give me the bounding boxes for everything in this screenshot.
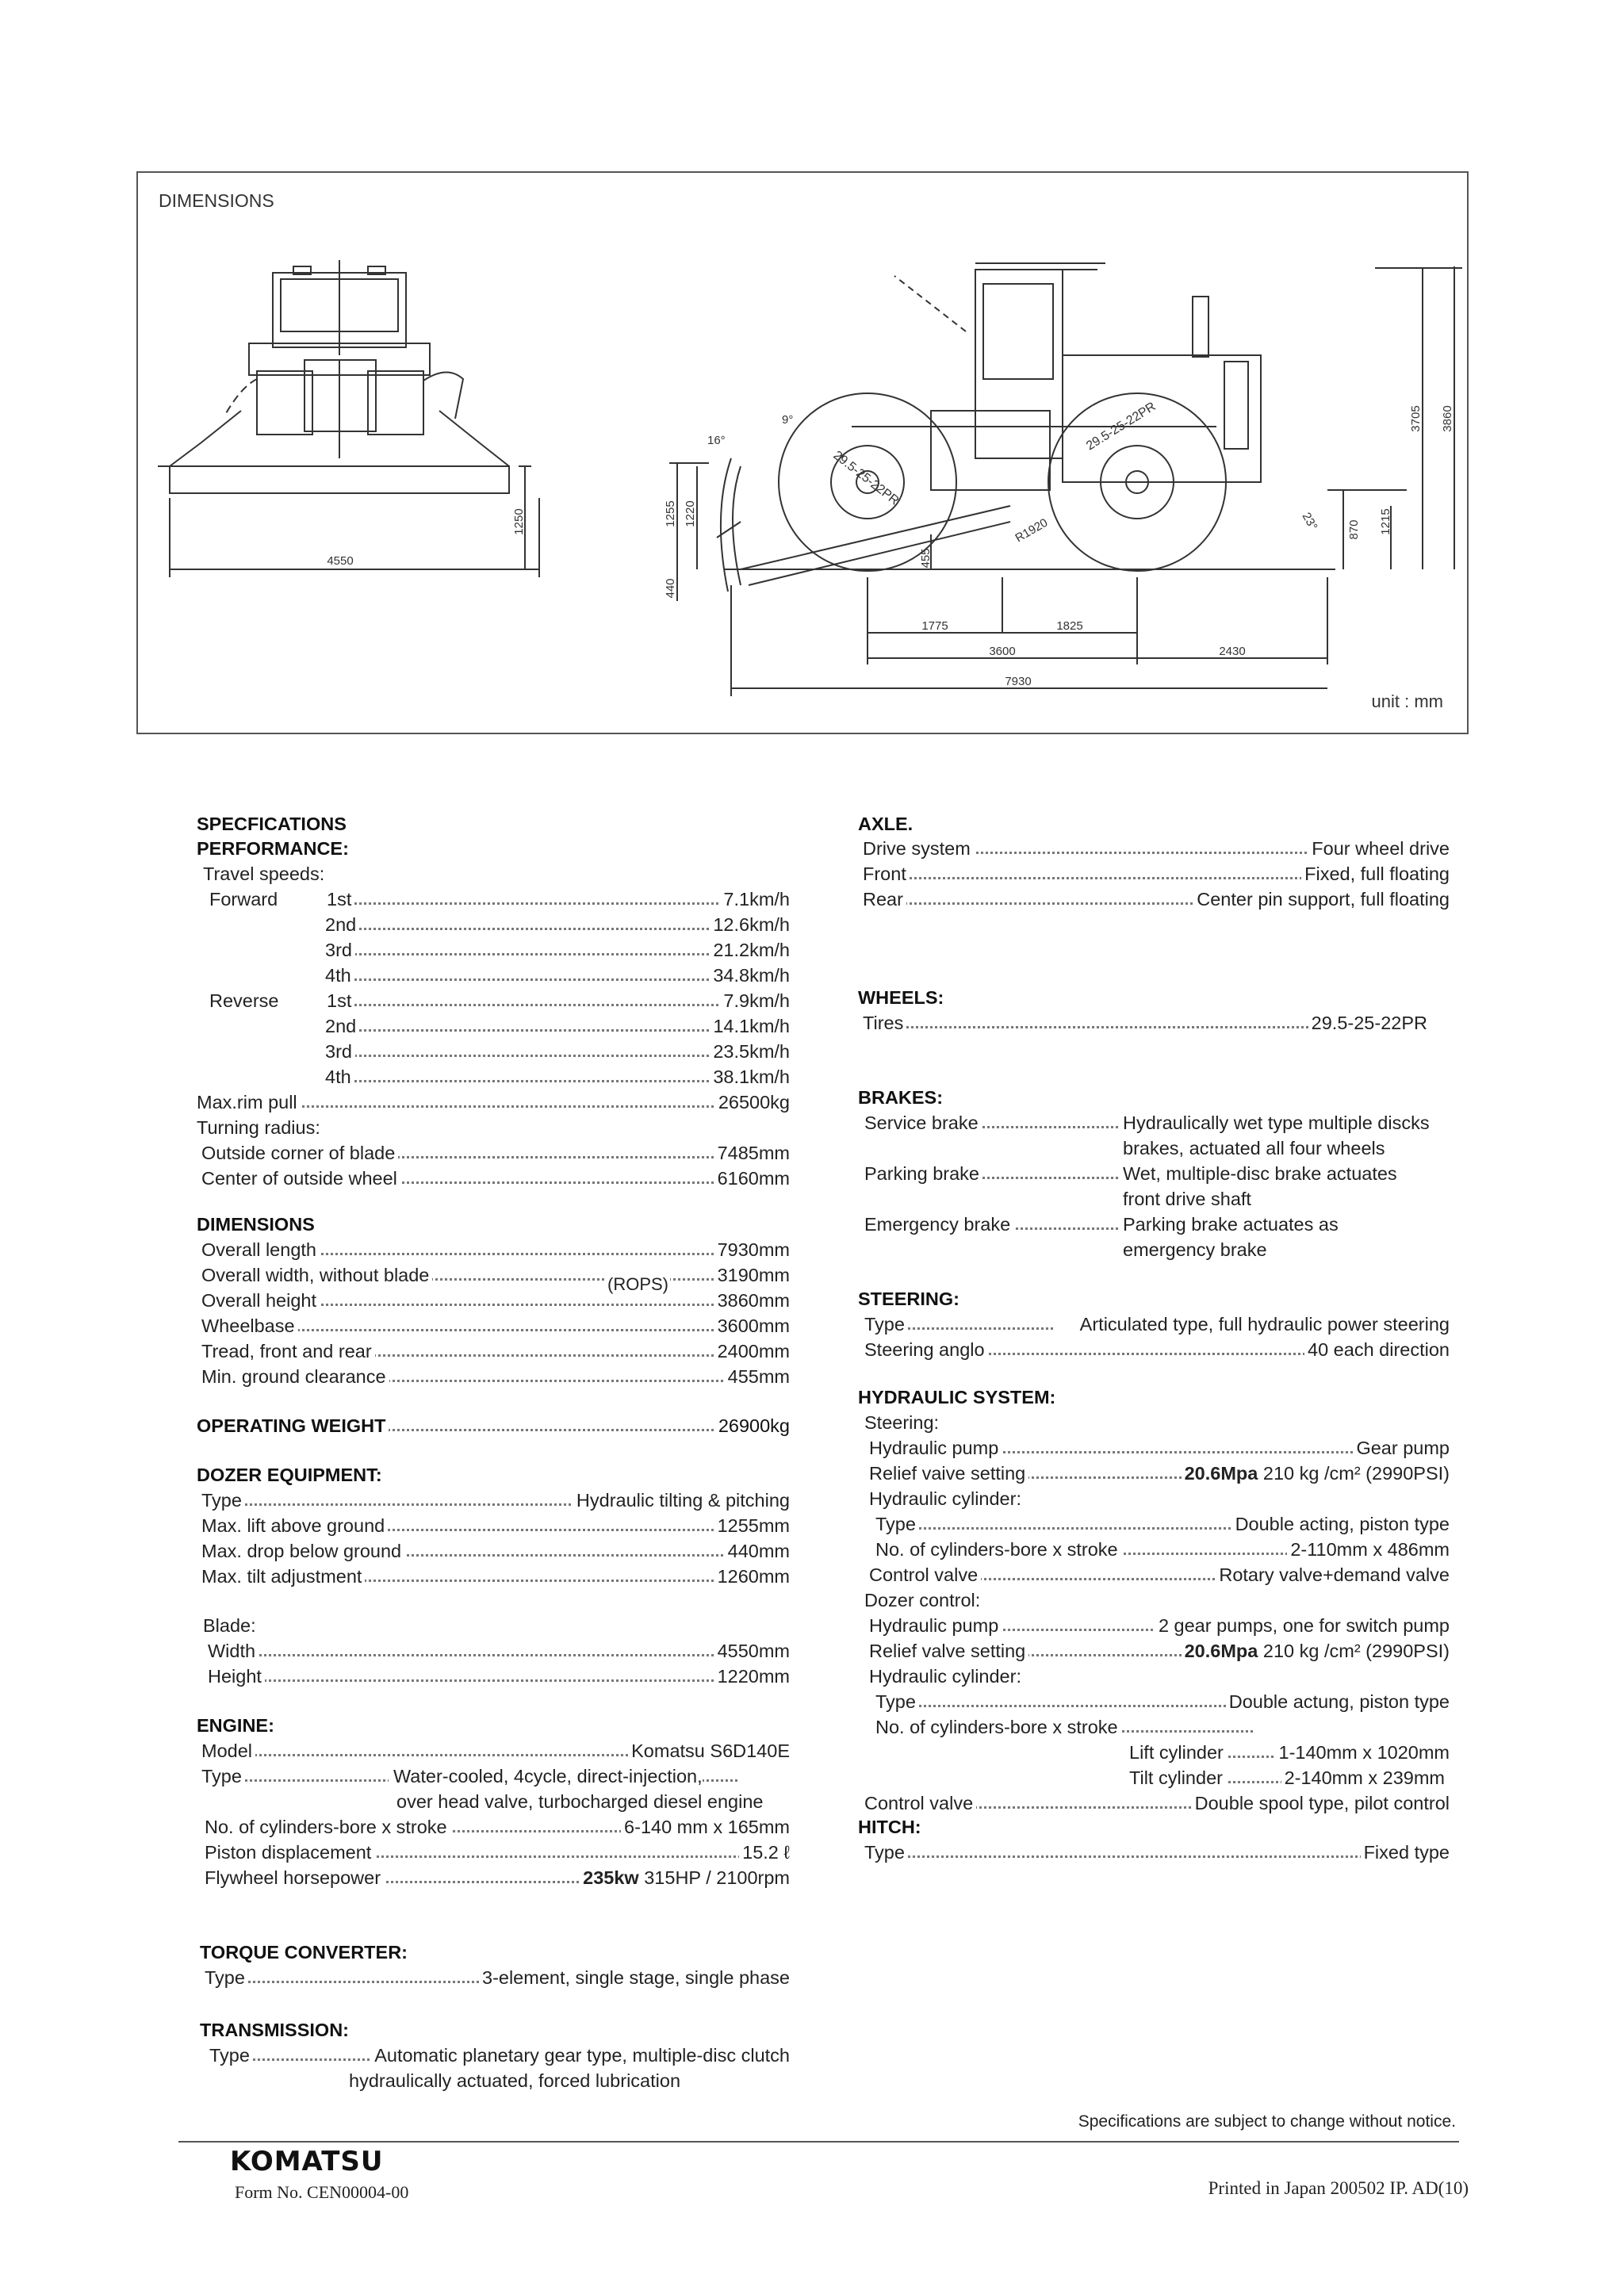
footer-divider: [178, 2141, 1459, 2143]
dimensions-drawing: [138, 173, 1467, 733]
speed-row: 3rd 23.5km/h: [325, 1039, 790, 1064]
form-number: Form No. CEN00004-00: [235, 2182, 409, 2202]
transmission-type-line2: hydraulically actuated, forced lubrication: [349, 2070, 681, 2091]
dimension-row: Min. ground clearance 455mm: [201, 1364, 790, 1389]
engine-cylinders-row: No. of cylinders-bore x stroke 6-140 mm x 165mm: [205, 1814, 790, 1840]
axle-row: Drive system Four wheel drive: [863, 836, 1450, 861]
unit-label: unit : mm: [1371, 691, 1443, 711]
turning-radius-label: Turning radius:: [197, 1117, 320, 1138]
cylinder-type-row: Type Double acting, piston type: [875, 1511, 1450, 1537]
axle-heading: AXLE.: [858, 814, 914, 834]
torque-type-row: Type 3-element, single stage, single phase: [205, 1965, 790, 1990]
dozer-row: Max. tilt adjustment 1260mm: [201, 1564, 790, 1589]
dimension-row: Overall height 3860mm: [201, 1288, 790, 1313]
dim-front-width: 4550: [327, 554, 354, 568]
engine-model-row: Model Komatsu S6D140E: [201, 1738, 790, 1763]
service-brake-value-line2: brakes, actuated all four wheels: [1123, 1138, 1385, 1158]
parking-brake-row: Parking brake: [864, 1161, 1118, 1186]
dim-2430: 2430: [1219, 645, 1246, 658]
engine-type-row: Type Water-cooled, 4cycle, direct-injection,: [201, 1763, 737, 1789]
performance-heading: PERFORMANCE:: [197, 838, 349, 859]
axle-row: Front Fixed, full floating: [863, 861, 1450, 887]
dim-clearance: 455: [919, 548, 933, 569]
relief-valve-row-2: Relief valve setting 20.6Mpa 210 kg /cm² (2990PSI): [869, 1638, 1450, 1664]
service-brake-row: Service brake: [864, 1110, 1118, 1135]
hitch-type-row: Type Fixed type: [864, 1840, 1450, 1865]
emergency-brake-value-line2: emergency brake: [1123, 1239, 1267, 1260]
cylinder-count-row: No. of cylinders-bore x stroke 2-110mm x 486mm: [875, 1537, 1450, 1562]
travel-speeds-label: Travel speeds:: [203, 864, 325, 884]
relief-valve-row: Relief vaive setting 20.6Mpa 210 kg /cm² (2990PSI): [869, 1461, 1450, 1486]
front-view-drawing: [158, 260, 539, 577]
hydraulic-cylinder-label-2: Hydraulic cylinder:: [869, 1666, 1021, 1687]
dim-radius: R1920: [1013, 515, 1051, 546]
dozer-row: Max. drop below ground 440mm: [201, 1538, 790, 1564]
speed-row: 1st 7.9km/h: [327, 988, 790, 1013]
max-rim-pull-row: Max.rim pull 26500kg: [197, 1089, 790, 1115]
steering-heading: STEERING:: [858, 1289, 959, 1309]
dim-blade-height: 1220: [684, 500, 697, 527]
steering-angle-row: Steering anglo 40 each direction: [864, 1337, 1450, 1362]
dozer-control-label: Dozer control:: [864, 1590, 981, 1610]
speed-row: 2nd 14.1km/h: [325, 1013, 790, 1039]
dim-1775: 1775: [921, 619, 948, 633]
tire-front-label: 29.5-25-22PR: [830, 448, 902, 508]
dozer-row: Max. lift above ground 1255mm: [201, 1513, 790, 1538]
dim-lift: 1255: [664, 500, 677, 527]
hydraulic-cylinder-label: Hydraulic cylinder:: [869, 1488, 1021, 1509]
dim-drop: 440: [664, 578, 677, 599]
turning-wheel-row: Center of outside wheel 6160mm: [201, 1166, 790, 1191]
dim-7930: 7930: [1005, 675, 1032, 688]
printed-info: Printed in Japan 200502 IP. AD(10): [1208, 2178, 1469, 2198]
emergency-brake-value: Parking brake actuates as: [1123, 1214, 1339, 1235]
brakes-heading: BRAKES:: [858, 1087, 944, 1108]
dim-front-height: 1250: [512, 508, 526, 535]
steering-type-row: Type Articulated type, full hydraulic power steering: [864, 1312, 1450, 1337]
dim-axle-h2: 1215: [1379, 508, 1392, 535]
speed-row: 4th 38.1km/h: [325, 1064, 790, 1089]
tire-rear-label: 29.5-25-22PR: [1084, 400, 1159, 454]
notice-text: Specifications are subject to change without notice.: [1078, 2112, 1456, 2131]
hydraulic-system-heading: HYDRAULIC SYSTEM:: [858, 1387, 1056, 1407]
engine-horsepower-row: Flywheel horsepower 235kw 315HP / 2100rpm: [205, 1865, 790, 1890]
transmission-heading: TRANSMISSION:: [200, 2020, 349, 2040]
cylinder-type-row-2: Type Double actung, piston type: [875, 1689, 1450, 1714]
dim-rear-angle: 23°: [1299, 510, 1320, 533]
service-brake-value: Hydraulically wet type multiple discks: [1123, 1112, 1430, 1133]
blade-label: Blade:: [203, 1615, 256, 1636]
dim-angle-a: 16°: [707, 434, 726, 447]
dim-angle-b: 9°: [782, 413, 794, 427]
specifications-heading: SPECFICATIONS: [197, 814, 347, 834]
torque-converter-heading: TORQUE CONVERTER:: [200, 1942, 408, 1963]
dim-1825: 1825: [1056, 619, 1083, 633]
dimension-row: Overall length 7930mm: [201, 1237, 790, 1262]
dimensions-title: DIMENSIONS: [159, 190, 274, 211]
tilt-cylinder-row: Tilt cylinder 2-140mm x 239mm: [1129, 1765, 1445, 1790]
dozer-equipment-heading: DOZER EQUIPMENT:: [197, 1465, 382, 1485]
speed-row: 2nd 12.6km/h: [325, 912, 790, 937]
dim-overall-height: 3860: [1441, 405, 1454, 432]
blade-row: Height 1220mm: [208, 1664, 790, 1689]
komatsu-logo: KOMATSU: [230, 2146, 384, 2177]
turning-blade-row: Outside corner of blade 7485mm: [201, 1140, 790, 1166]
parking-brake-value: Wet, multiple-disc brake actuates: [1123, 1163, 1397, 1184]
blade-row: Width 4550mm: [208, 1638, 790, 1664]
dim-3600: 3600: [989, 645, 1016, 658]
cylinder-count-row-2: No. of cylinders-bore x stroke: [875, 1714, 1253, 1740]
engine-heading: ENGINE:: [197, 1715, 274, 1736]
transmission-type-row: Type Automatic planetary gear type, multiple-disc clutch: [209, 2043, 790, 2068]
dozer-row: Type Hydraulic tilting & pitching: [201, 1488, 790, 1513]
parking-brake-value-line2: front drive shaft: [1123, 1189, 1251, 1209]
operating-weight-row: OPERATING WEIGHT 26900kg: [197, 1413, 790, 1438]
reverse-label: Reverse: [209, 990, 279, 1011]
speed-row: 3rd 21.2km/h: [325, 937, 790, 963]
forward-label: Forward: [209, 889, 278, 909]
control-valve-row-2: Control valve Double spool type, pilot control: [864, 1790, 1450, 1816]
speed-row: 4th 34.8km/h: [325, 963, 790, 988]
dim-axle-h1: 870: [1347, 519, 1361, 540]
emergency-brake-row: Emergency brake: [864, 1212, 1118, 1237]
engine-displacement-row: Piston displacement 15.2 ℓ: [205, 1840, 790, 1865]
axle-row: Rear Center pin support, full floating: [863, 887, 1450, 912]
dimension-row: Overall width, without blade 3190mm: [201, 1262, 790, 1288]
hydraulic-pump-row-2: Hydraulic pump 2 gear pumps, one for switch pump: [869, 1613, 1450, 1638]
dim-cab-height: 3705: [1409, 405, 1423, 432]
lift-cylinder-row: Lift cylinder 1-140mm x 1020mm: [1129, 1740, 1450, 1765]
dimensions-heading: DIMENSIONS: [197, 1214, 315, 1235]
tires-row: Tires 29.5-25-22PR: [863, 1010, 1427, 1036]
engine-type-line2: over head valve, turbocharged diesel engine: [396, 1791, 764, 1812]
speed-row: 1st 7.1km/h: [327, 887, 790, 912]
dimension-row: Tread, front and rear 2400mm: [201, 1338, 790, 1364]
dimension-row: Wheelbase 3600mm: [201, 1313, 790, 1338]
wheels-heading: WHEELS:: [858, 987, 944, 1008]
dimensions-box: [136, 171, 1469, 734]
steering-sub-label: Steering:: [864, 1412, 940, 1433]
control-valve-row: Control valve Rotary valve+demand valve: [869, 1562, 1450, 1587]
hitch-heading: HITCH:: [858, 1817, 921, 1837]
hydraulic-pump-row: Hydraulic pump Gear pump: [869, 1435, 1450, 1461]
rops-note: (ROPS): [606, 1272, 670, 1297]
